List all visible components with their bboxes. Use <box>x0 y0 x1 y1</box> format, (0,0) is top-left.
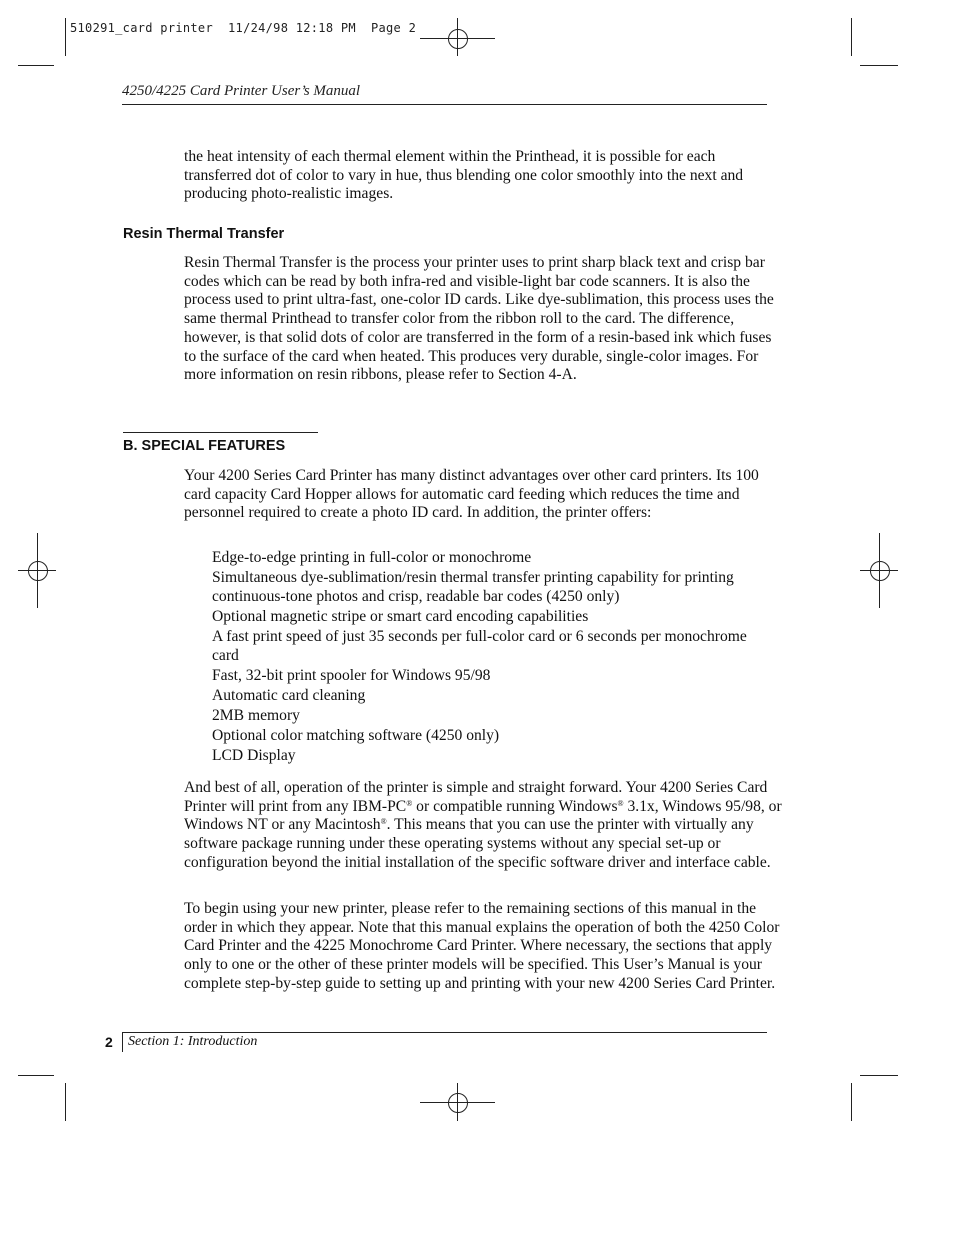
print-slug: 510291_card printer 11/24/98 12:18 PM Page 2 <box>70 21 417 35</box>
crop-mark-tr-h <box>860 65 898 66</box>
page-number: 2 <box>105 1034 113 1050</box>
crop-mark-br-h <box>860 1075 898 1076</box>
running-header: 4250/4225 Card Printer User’s Manual <box>122 83 361 99</box>
intro-paragraph: the heat intensity of each thermal element within the Printhead, it is possible for each transferred dot of color to vary in hue, thus blending one color smoothly into the next and producing photo-realistic images. <box>184 148 744 203</box>
footer-section-label: Section 1: Introduction <box>128 1034 258 1049</box>
resin-heading: Resin Thermal Transfer <box>123 226 285 242</box>
feature-item: A fast print speed of just 35 seconds per full-color card or 6 seconds per monochrome card <box>212 627 747 664</box>
crop-mark-br-v <box>851 1083 852 1121</box>
resin-paragraph: Resin Thermal Transfer is the process your printer uses to print sharp black text and crisp bar codes which can be read by both infra-red and visible-light bar code scanners. It is also the process used to print ultra-fast, one-color ID cards. Like dye-sublimation, this process uses the same thermal Printhead to transfer color from the ribbon roll to the card. The difference, however, is that solid dots of color are transferred in the form of a resin-based ink which fuses to the surface of the card when heated. This produces very durable, single-color images. For more information on resin ribbons, please refer to Section 4-A. <box>184 254 774 384</box>
special-features-heading: B. SPECIAL FEATURES <box>123 438 286 454</box>
feature-item: Automatic card cleaning <box>212 686 366 704</box>
header-rule <box>122 104 767 105</box>
feature-list <box>212 549 772 767</box>
crop-mark-tl-v <box>65 18 66 56</box>
footer-divider <box>122 1032 123 1052</box>
crop-mark-tr-v <box>851 18 852 56</box>
section-rule <box>123 432 318 433</box>
crop-mark-bl-v <box>65 1083 66 1121</box>
special-features-paragraph: Your 4200 Series Card Printer has many distinct advantages over other card printers. Its 100 card capacity Card Hopper allows for automatic card feeding which reduces the time and personnel required to create a photo ID card. In addition, the printer offers: <box>184 467 759 522</box>
feature-item: 2MB memory <box>212 706 300 724</box>
feature-item: Optional color matching software (4250 only) <box>212 727 500 745</box>
crop-mark-bl-h <box>18 1075 54 1076</box>
best-of-all-paragraph: And best of all, operation of the printer is simple and straight forward. Your 4200 Series Card Printer will print from any IBM-PC® or compatible running Windows® 3.1x, Windows 95/98, or Windows NT or any Macintosh®. This means that you can use the printer with virtually any software package running under these operating systems without any special set-up or configuration beyond the initial installation of the specific software driver and interface cable. <box>184 779 782 871</box>
feature-item: Optional magnetic stripe or smart card encoding capabilities <box>212 607 589 625</box>
crop-mark-tl-h <box>18 65 54 66</box>
footer-rule <box>122 1032 767 1033</box>
feature-item: LCD Display <box>212 747 296 765</box>
closing-paragraph: To begin using your new printer, please refer to the remaining sections of this manual in the order in which they appear. Note that this manual explains the operation of both the 4250 Color Card Printer and the 4225 Monochrome Card Printer. Where necessary, the sections that apply only to one or the other of these printer models will be specified. This User’s Manual is your complete step-by-step guide to setting up and printing with your new 4200 Series Card Printer. <box>184 900 780 992</box>
feature-item: Simultaneous dye-sublimation/resin thermal transfer printing capability for printing continuous-tone photos and crisp, readable bar codes (4250 only) <box>212 569 734 605</box>
feature-item: Edge-to-edge printing in full-color or monochrome <box>212 549 532 566</box>
feature-item: Fast, 32-bit print spooler for Windows 95/98 <box>212 666 491 684</box>
